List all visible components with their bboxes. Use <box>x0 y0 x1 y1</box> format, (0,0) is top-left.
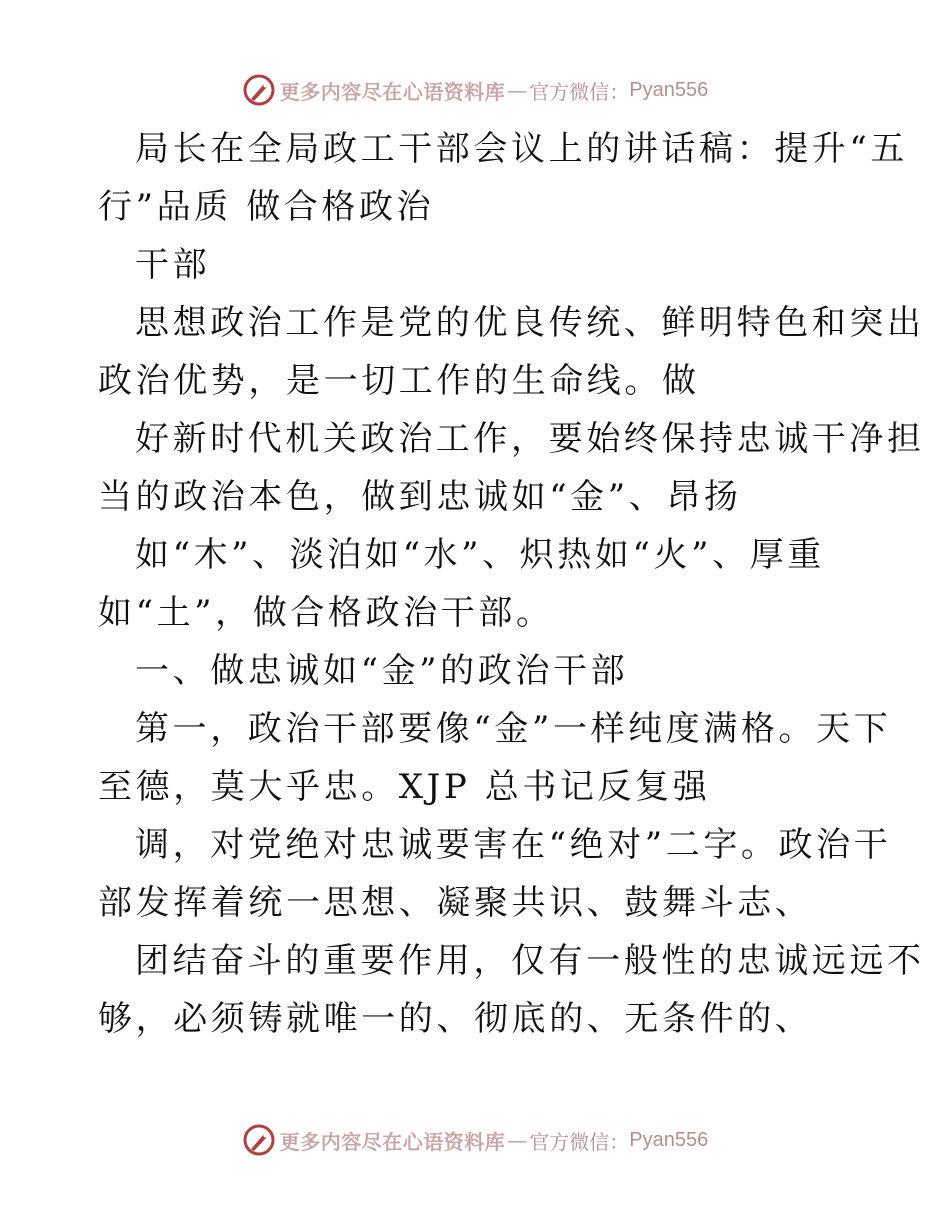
title-line-3: 干部 <box>135 245 211 285</box>
watermark-wechat-id: Pyan556 <box>629 1128 709 1151</box>
title-line-1: 局长在全局政工干部会议上的讲话稿：提升“五 <box>135 129 908 169</box>
footer-watermark <box>0 1120 950 1160</box>
paragraph-line: 至德，莫大乎忠。XJP 总书记反复强 <box>98 767 711 807</box>
paragraph-line: 第一，政治干部要像“金”一样纯度满格。天下 <box>135 709 892 749</box>
watermark-label: 官方微信： <box>529 79 630 104</box>
pen-nib-logo-icon <box>242 73 276 107</box>
paragraph-line: 团结奋斗的重要作用，仅有一般性的忠诚远远不 <box>135 941 925 981</box>
pen-nib-logo-icon <box>242 1123 276 1157</box>
paragraph-line: 政治优势，是一切工作的生命线。做 <box>98 361 700 401</box>
paragraph-line: 当的政治本色，做到忠诚如“金”、昂扬 <box>98 477 742 517</box>
paragraph-line: 思想政治工作是党的优良传统、鲜明特色和突出 <box>135 303 925 343</box>
header-watermark <box>0 70 950 110</box>
paragraph-line: 好新时代机关政治工作，要始终保持忠诚干净担 <box>135 419 925 459</box>
watermark-label: 官方微信： <box>529 1129 630 1154</box>
watermark-separator: — <box>507 78 528 102</box>
paragraph-line: 调，对党绝对忠诚要害在“绝对”二字。政治干 <box>135 825 892 865</box>
watermark-wechat-id: Pyan556 <box>629 78 709 101</box>
paragraph-line: 够，必须铸就唯一的、彻底的、无条件的、 <box>98 999 813 1039</box>
watermark-brand-text: 更多内容尽在心语资料库 <box>279 79 506 104</box>
document-body <box>98 120 925 1048</box>
section-heading: 一、做忠诚如“金”的政治干部 <box>135 651 629 691</box>
paragraph-line: 如“木”、淡泊如“水”、炽热如“火”、厚重 <box>135 535 825 575</box>
paragraph-line: 如“土”，做合格政治干部。 <box>98 593 554 633</box>
watermark-brand-text: 更多内容尽在心语资料库 <box>279 1129 506 1154</box>
title-line-2: 行”品质 做合格政治 <box>98 187 435 227</box>
watermark-separator: — <box>507 1128 528 1152</box>
paragraph-line: 部发挥着统一思想、凝聚共识、鼓舞斗志、 <box>98 883 813 923</box>
